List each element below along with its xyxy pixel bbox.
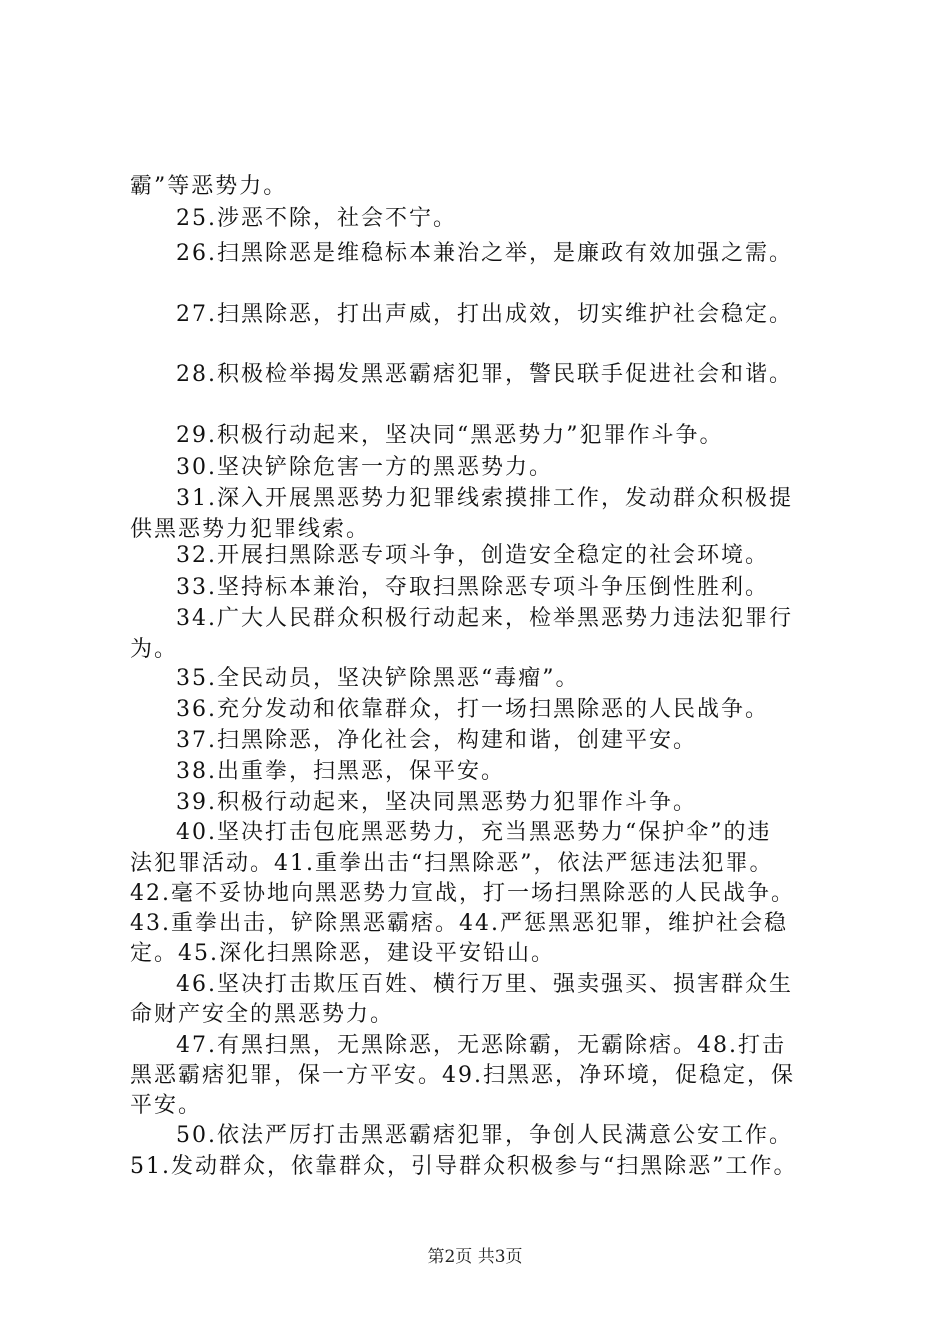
text-line: 29.积极行动起来，坚决同“黑恶势力”犯罪作斗争。 [176, 423, 724, 448]
text-line: 39.积极行动起来，坚决同黑恶势力犯罪作斗争。 [176, 790, 697, 815]
page-footer: 第2页 共3页 [427, 1247, 523, 1267]
text-line: 黑恶霸痞犯罪，保一方平安。49.扫黑恶，净环境，促稳定，保 [130, 1063, 795, 1088]
text-line: 33.坚持标本兼治，夺取扫黑除恶专项斗争压倒性胜利。 [176, 575, 769, 600]
text-line: 定。45.深化扫黑除恶，建设平安铅山。 [130, 941, 555, 966]
text-line: 霸”等恶势力。 [130, 174, 288, 199]
text-line: 36.充分发动和依靠群众，打一场扫黑除恶的人民战争。 [176, 697, 769, 722]
text-line: 42.毫不妥协地向黑恶势力宣战，打一场扫黑除恶的人民战争。 [130, 881, 795, 906]
text-line: 30.坚决铲除危害一方的黑恶势力。 [176, 455, 553, 480]
text-line: 31.深入开展黑恶势力犯罪线索摸排工作，发动群众积极提 [176, 486, 793, 511]
text-line: 27.扫黑除恶，打出声威，打出成效，切实维护社会稳定。 [176, 302, 793, 327]
text-line: 37.扫黑除恶，净化社会，构建和谐，创建平安。 [176, 728, 697, 753]
text-line: 50.依法严厉打击黑恶霸痞犯罪，争创人民满意公安工作。 [176, 1123, 793, 1148]
text-line: 26.扫黑除恶是维稳标本兼治之举，是廉政有效加强之需。 [176, 241, 793, 266]
text-line: 28.积极检举揭发黑恶霸痞犯罪，警民联手促进社会和谐。 [176, 362, 793, 387]
text-line: 34.广大人民群众积极行动起来，检举黑恶势力违法犯罪行 [176, 606, 793, 631]
text-line: 25.涉恶不除，社会不宁。 [176, 206, 457, 231]
text-line: 法犯罪活动。41.重拳出击“扫黑除恶”，依法严惩违法犯罪。 [130, 851, 774, 876]
text-line: 命财产安全的黑恶势力。 [130, 1002, 395, 1027]
text-line: 38.出重拳，扫黑恶，保平安。 [176, 759, 505, 784]
text-line: 47.有黑扫黑，无黑除恶，无恶除霸，无霸除痞。48.打击 [176, 1033, 786, 1058]
text-line: 43.重拳出击，铲除黑恶霸痞。44.严惩黑恶犯罪，维护社会稳 [130, 911, 788, 936]
text-line: 46.坚决打击欺压百姓、横行万里、强卖强买、损害群众生 [176, 972, 793, 997]
text-line: 40.坚决打击包庇黑恶势力，充当黑恶势力“保护伞”的违 [176, 820, 772, 845]
text-line: 供黑恶势力犯罪线索。 [130, 517, 371, 542]
text-line: 为。 [130, 637, 179, 662]
text-line: 平安。 [130, 1093, 203, 1118]
text-line: 35.全民动员，坚决铲除黑恶“毒瘤”。 [176, 666, 580, 691]
text-line: 32.开展扫黑除恶专项斗争，创造安全稳定的社会环境。 [176, 543, 769, 568]
text-line: 51.发动群众，依靠群众，引导群众积极参与“扫黑除恶”工作。 [130, 1154, 798, 1179]
